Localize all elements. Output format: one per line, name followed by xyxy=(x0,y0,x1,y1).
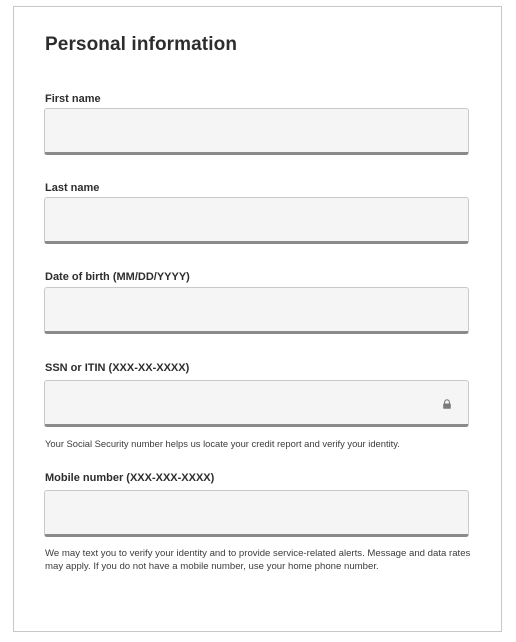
page-title: Personal information xyxy=(45,34,238,55)
ssn-field-wrapper xyxy=(44,380,469,427)
mobile-label: Mobile number (XXX-XXX-XXXX) xyxy=(45,472,215,484)
ssn-help-text: Your Social Security number helps us locate your credit report and verify your identity. xyxy=(45,438,400,449)
personal-information-card xyxy=(13,6,502,632)
mobile-help-text: We may text you to verify your identity and to provide service-related alerts. Message and data rates may apply. If you do not have a mobile number, use your home phone number. xyxy=(45,548,471,572)
first-name-input[interactable] xyxy=(45,109,468,152)
last-name-label: Last name xyxy=(45,182,100,194)
ssn-label: SSN or ITIN (XXX-XX-XXXX) xyxy=(45,362,190,374)
dob-input[interactable] xyxy=(45,288,468,331)
dob-label: Date of birth (MM/DD/YYYY) xyxy=(45,271,190,283)
ssn-input[interactable] xyxy=(45,381,468,424)
first-name-label: First name xyxy=(45,93,101,105)
last-name-input[interactable] xyxy=(45,198,468,241)
dob-field-wrapper xyxy=(44,287,469,334)
last-name-field-wrapper xyxy=(44,197,469,244)
mobile-field-wrapper xyxy=(44,490,469,537)
first-name-field-wrapper xyxy=(44,108,469,155)
mobile-input[interactable] xyxy=(45,491,468,534)
lock-icon xyxy=(442,399,452,409)
